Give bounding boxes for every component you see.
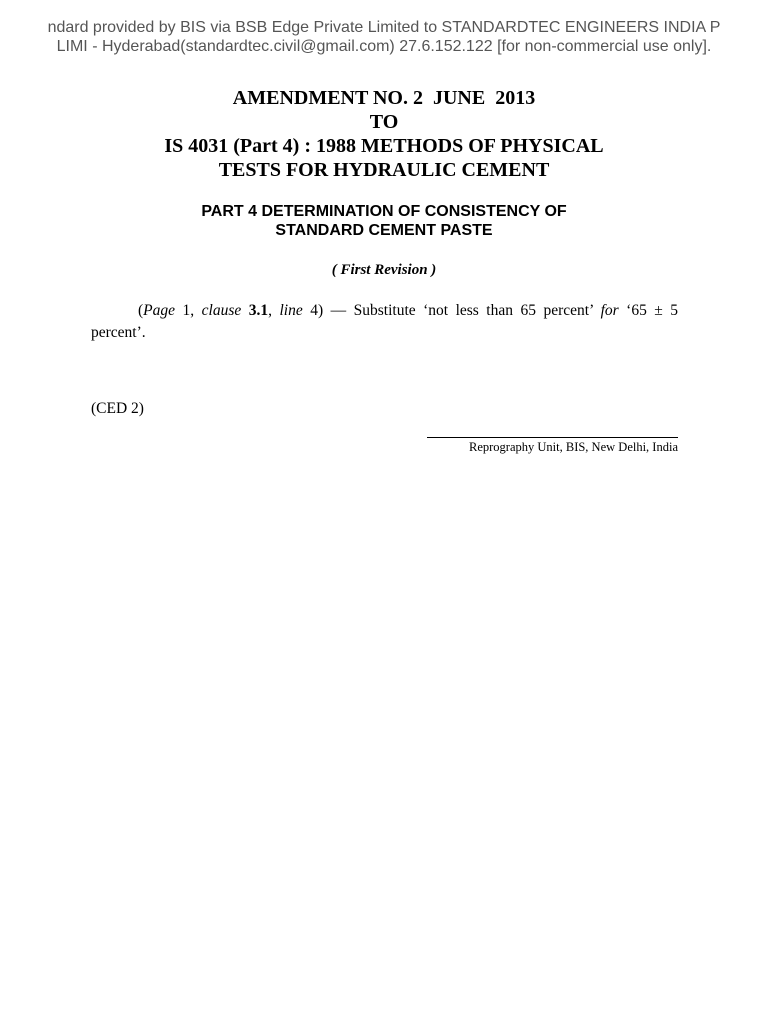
line-rest: 4) — Substitute ‘not less than 65 percent’ (302, 302, 601, 319)
committee-reference: (CED 2) (91, 400, 144, 417)
title-line-3: IS 4031 (Part 4) : 1988 METHODS OF PHYSICAL (164, 135, 604, 157)
revision-label: ( First Revision ) (331, 262, 437, 278)
part-heading-line-1: PART 4 DETERMINATION OF CONSISTENCY OF (201, 203, 567, 220)
amendment-paragraph (91, 300, 678, 344)
page-number: 1, (175, 302, 202, 319)
line-word: line (279, 302, 303, 319)
watermark-line-2: LIMI - Hyderabad(standardtec.civil@gmail.com) 27.6.152.122 [for non-commercial use only]. (56, 38, 712, 55)
comma: , (268, 302, 280, 319)
part-heading (0, 202, 768, 240)
substituted-text: ‘65 ± 5 percent’. (91, 302, 679, 341)
clause-word: clause (201, 302, 242, 319)
open-paren: ( (138, 302, 144, 319)
title-line-4: TESTS FOR HYDRAULIC CEMENT (218, 159, 550, 181)
title-line-2: TO (369, 111, 399, 133)
watermark-banner (0, 18, 768, 56)
page-word: Page (143, 302, 176, 319)
title-line-1: AMENDMENT NO. 2 JUNE 2013 (232, 87, 536, 109)
part-heading-line-2: STANDARD CEMENT PASTE (275, 222, 493, 239)
watermark-line-1: ndard provided by BIS via BSB Edge Private Limited to STANDARDTEC ENGINEERS INDIA P (47, 19, 721, 36)
for-word: for (600, 302, 619, 319)
clause-number: 3.1 (241, 302, 269, 319)
reprography-footer: Reprography Unit, BIS, New Delhi, India (469, 440, 678, 454)
amendment-title (0, 86, 768, 182)
footer-rule (427, 437, 678, 438)
